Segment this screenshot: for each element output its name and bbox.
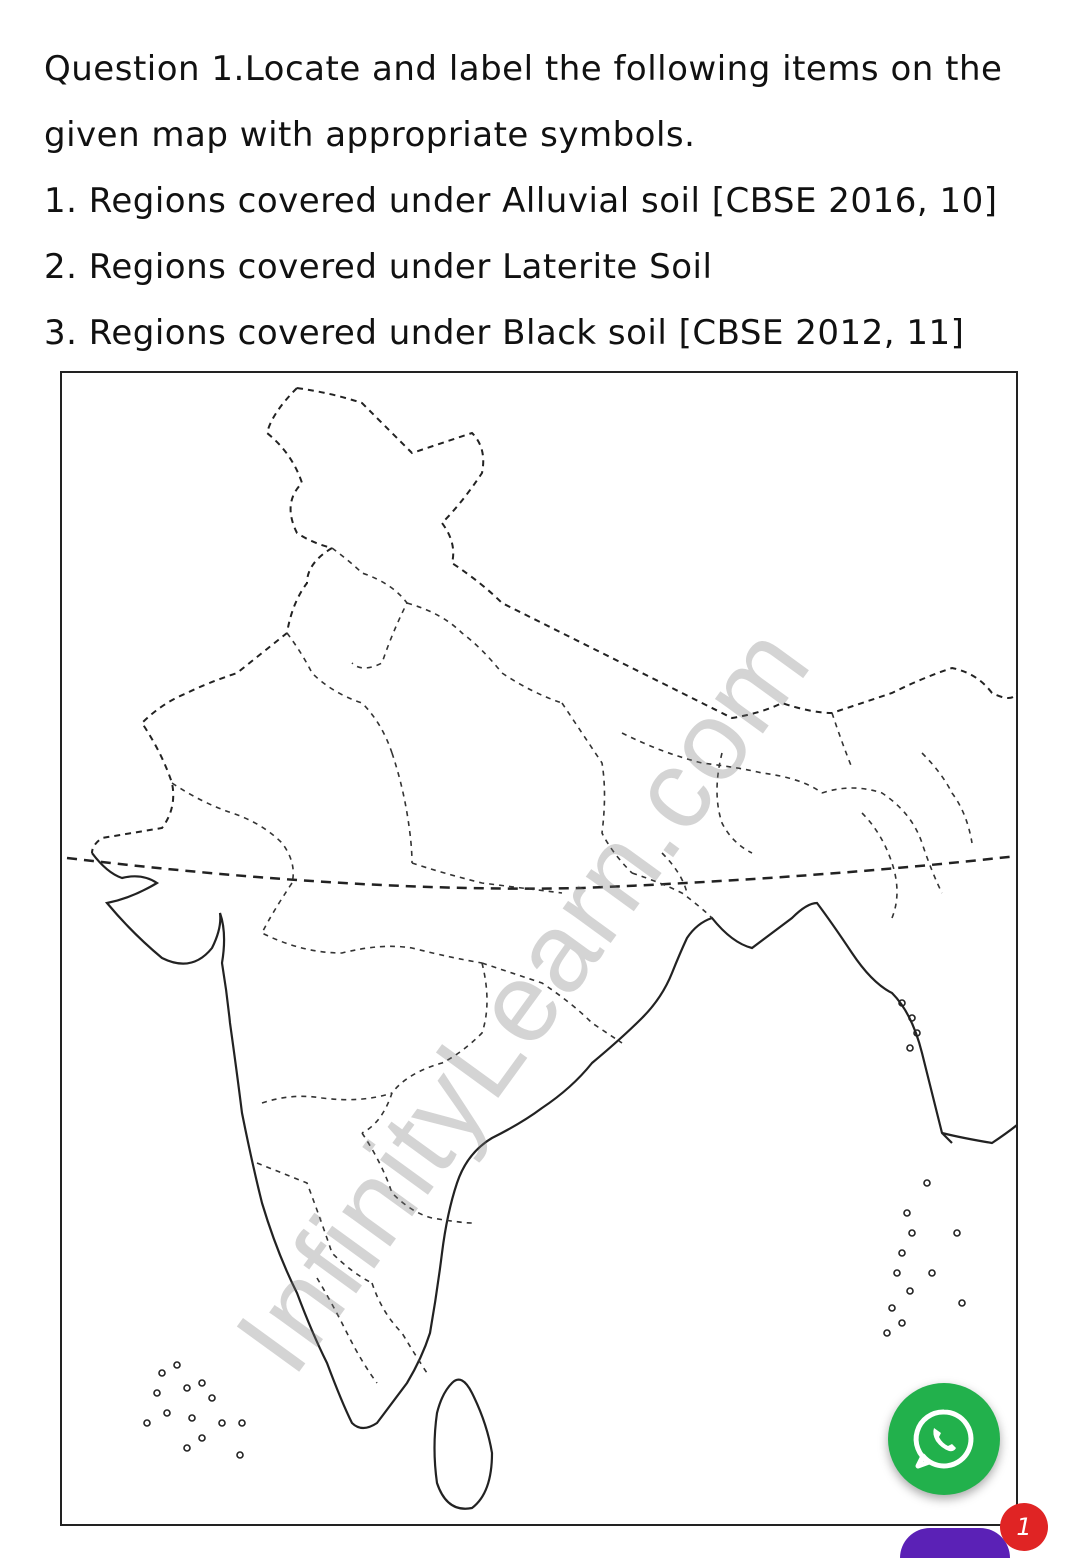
watermark-text: InfinityLearn.com <box>211 603 834 1395</box>
india-outline-map <box>60 371 1018 1526</box>
item-alluvial-soil: 1. Regions covered under Alluvial soil [CBSE 2016, 10] <box>44 181 998 221</box>
purple-floating-tab[interactable] <box>900 1528 1010 1558</box>
sri-lanka-outline <box>435 1380 493 1509</box>
whatsapp-icon <box>909 1404 979 1474</box>
northern-border <box>92 388 1017 853</box>
islands <box>144 1000 965 1458</box>
question-heading: Question 1.Locate and label the following items on the <box>44 49 1003 89</box>
item-laterite-soil: 2. Regions covered under Laterite Soil <box>44 247 713 287</box>
whatsapp-button[interactable] <box>888 1383 1000 1495</box>
item-black-soil: 3. Regions covered under Black soil [CBSE 2012, 11] <box>44 313 965 353</box>
question-heading-cont: given map with appropriate symbols. <box>44 115 696 155</box>
notification-badge: 1 <box>1000 1503 1048 1551</box>
east-coast <box>942 1125 1017 1143</box>
question-text <box>44 36 1044 366</box>
